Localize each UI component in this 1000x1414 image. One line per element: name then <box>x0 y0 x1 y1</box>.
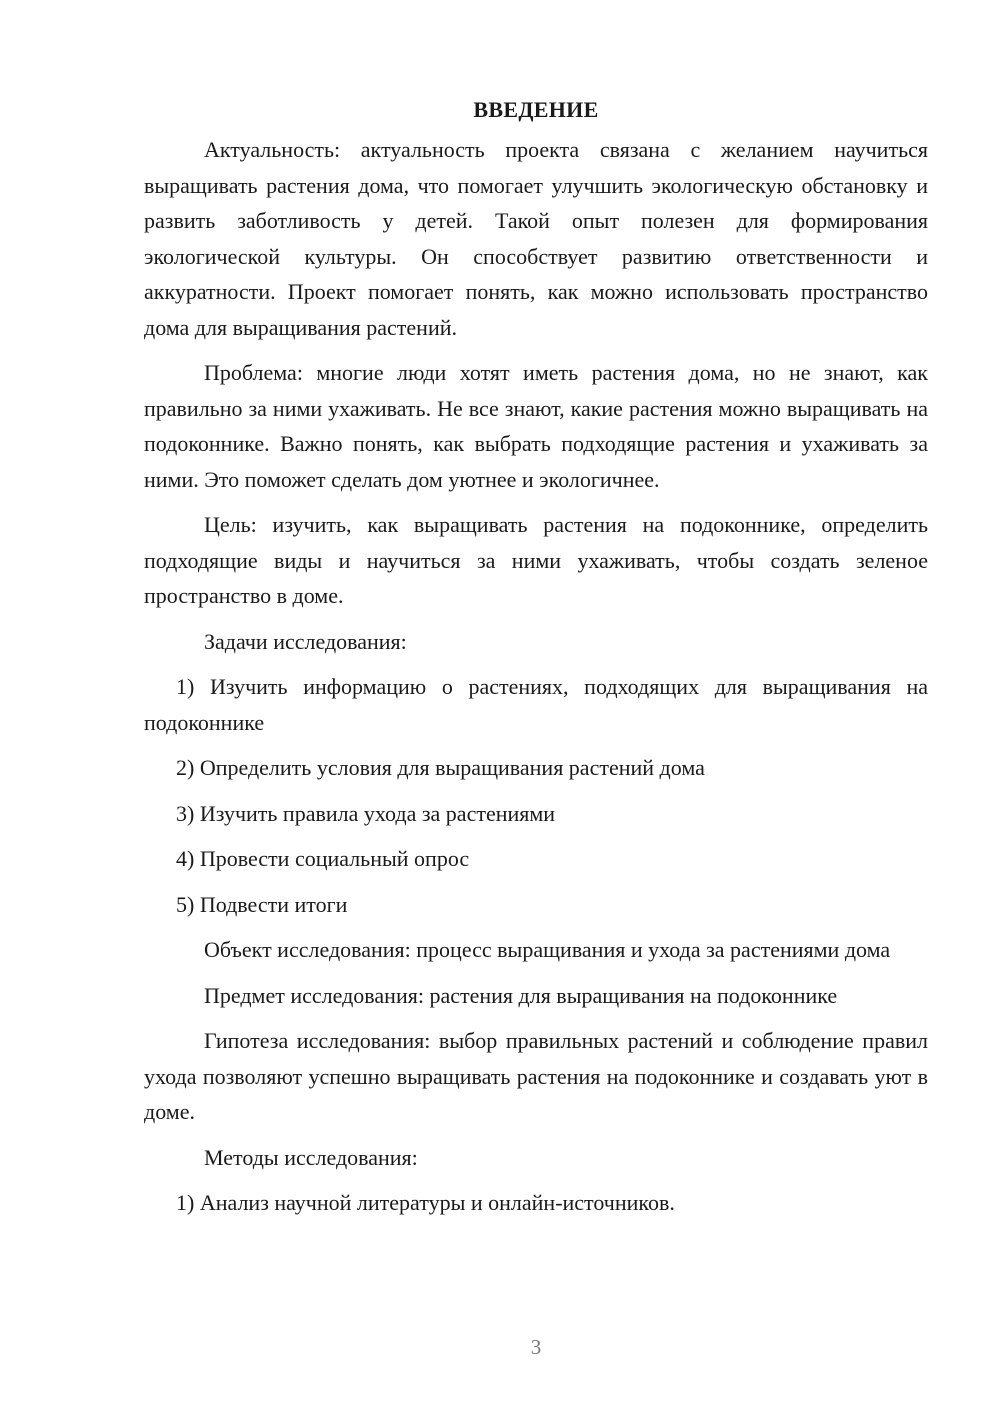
task-item-2: 2) Определить условия для выращивания растений дома <box>176 755 705 780</box>
task-item-5: 5) Подвести итоги <box>176 891 348 917</box>
paragraph-object: Объект исследования: процесс выращивания и ухода за растениями дома <box>204 937 891 962</box>
tasks-heading: Задачи исследования: <box>204 628 407 654</box>
paragraph-goal: Цель: изучить, как выращивать растения на подоконнике, определить подходящие виды и научиться за ними ухаживать, чтобы создать зеленое пространство в доме. <box>144 512 928 608</box>
page-number: 3 <box>530 1335 542 1359</box>
task-item-1: 1) Изучить информацию о растениях, подходящих для выращивания на подоконнике <box>144 674 928 735</box>
task-item-3: 3) Изучить правила ухода за растениями <box>176 800 556 826</box>
paragraph-hypothesis: Гипотеза исследования: выбор правильных растений и соблюдение правил ухода позволяют успешно выращивать растения на подоконнике и создавать уют в доме. <box>144 1028 928 1124</box>
paragraph-problem: Проблема: многие люди хотят иметь растения дома, но не знают, как правильно за ними ухаживать. Не все знают, какие растения можно выращивать на подоконнике. Важно понять, как выбрать подходящие растения и ухаживать за ними. Это поможет сделать дом уютнее и экологичнее. <box>144 360 928 492</box>
task-item-4: 4) Провести социальный опрос <box>176 846 470 871</box>
paragraph-subject: Предмет исследования: растения для выращивания на подоконнике <box>204 982 838 1008</box>
method-item-1: 1) Анализ научной литературы и онлайн-источников. <box>176 1190 675 1215</box>
methods-heading: Методы исследования: <box>204 1144 418 1170</box>
paragraph-relevance: Актуальность: актуальность проекта связана с желанием научиться выращивать растения дома, что помогает улучшить экологическую обстановку и развить заботливость у детей. Такой опыт полезен для формирования экологической культуры. Он способствует развитию ответственности и аккуратности. Проект помогает понять, как можно использовать пространство дома для выращивания растений. <box>144 137 928 340</box>
section-heading: ВВЕДЕНИЕ <box>473 97 599 122</box>
